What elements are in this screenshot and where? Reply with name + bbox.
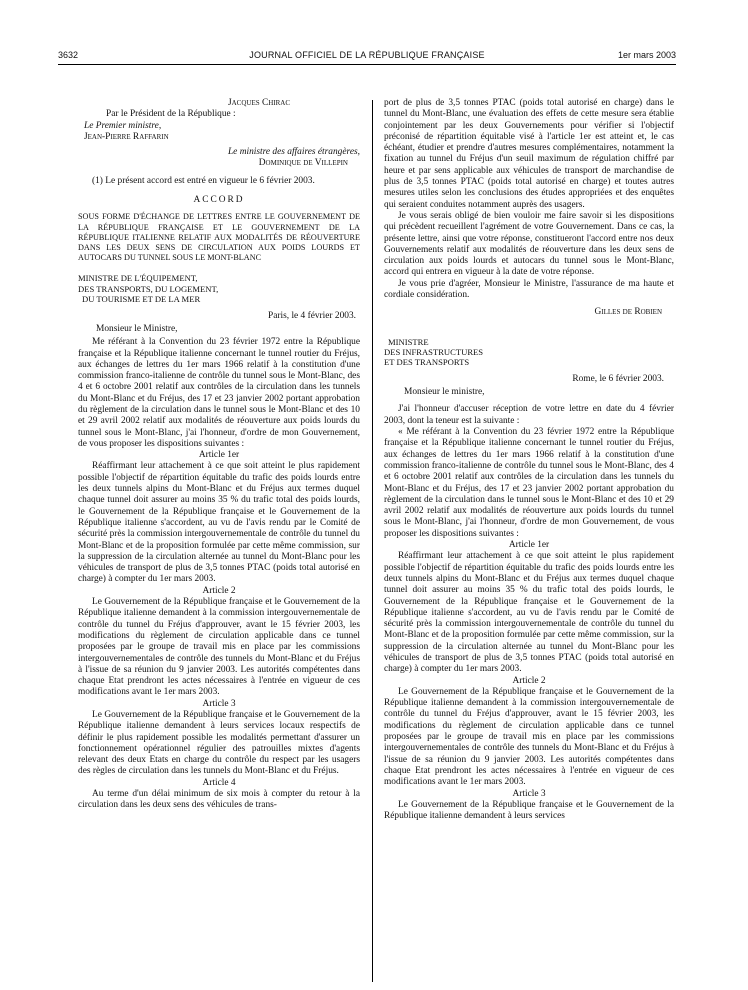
- ministry-line-1: MINISTRE DE L'ÉQUIPEMENT,: [78, 273, 198, 284]
- signer-name: Jacques Chirac: [227, 98, 290, 108]
- quoted-article-1-text: Réaffirmant leur attachement à ce que soit atteint le plus rapidement possible l'objectif de répartition équitable du trafic des poids lourds entre les deux tunnels alpins du Mont-Blanc et du Fréjus aux termes duquel chaque tunnel doit assurer au moins 35 % du trafic total des poids lourds, le Gouvernement de la République française et le Gouvernement de la République italienne s'accordent, au vu de l'avis rendu par le Comité de sécurité près la commission intergouvernementale de contrôle du tunnel du Mont-Blanc et de la proposition formulée par cette même commission, sur la suppression de la circulation alternée au tunnel du Mont-Blanc pour les véhicules de transport de plus de 3,5 tonnes PTAC (poids total autorisé en charge) à compter du 1er mars 2003.: [384, 551, 674, 675]
- par-le-president: Par le Président de la République :: [106, 109, 236, 120]
- pm-name: Jean-Pierre Raffarin: [84, 131, 169, 142]
- article-1-text: Réaffirmant leur attachement à ce que soit atteint le plus rapidement possible l'objectif de répartition équitable du trafic des poids lourds entre les deux tunnels alpins du Mont-Blanc et du Fréjus aux termes duquel chaque tunnel doit assurer au moins 35 % du trafic total des poids lourds, le Gouvernement de la République française et le Gouvernement de la République italienne s'accordent, au vu de l'avis rendu par le Comité de sécurité près la commission intergouvernementale de contrôle du tunnel du Mont-Blanc et de la proposition formulée par cette même commission, sur la suppression de la circulation alternée au tunnel du Mont-Blanc pour les véhicules de transport de plus de 3,5 tonnes PTAC (poids total autorisé en charge) à compter du 1er mars 2003.: [78, 461, 360, 585]
- article-3-text: Le Gouvernement de la République française et le Gouvernement de la République italienne demandent à leurs services locaux respectifs de définir le plus rapidement possible les modalités permettant d'assurer un fonctionnement opérationnel régulier des patrouilles mixtes d'agents relevant des deux Etats en charge du contrôle du respect par les usagers des règles de circulation dans les tunnels du Mont-Blanc et du Fréjus.: [78, 710, 360, 777]
- ministry-it-line-1: MINISTRE: [388, 336, 429, 347]
- left-column: [78, 98, 360, 812]
- closing-paragraph: Je vous prie d'agréer, Monsieur le Ministre, l'assurance de ma haute et cordiale considération.: [384, 278, 674, 301]
- mae-name: Dominique de Villepin: [258, 158, 348, 169]
- quoted-article-3-text: Le Gouvernement de la République française et le Gouvernement de la République italienne demandent à leurs services: [384, 799, 674, 822]
- acknowledgement: J'ai l'honneur d'accuser réception de votre lettre en date du 4 février 2003, dont la teneur est la suivante :: [384, 404, 674, 426]
- article-4-title: Article 4: [202, 777, 236, 788]
- accord-subtitle: SOUS FORME D'ÉCHANGE DE LETTRES ENTRE LE GOUVERNEMENT DE LA RÉPUBLIQUE FRANÇAISE ET LE GOUVERNEMENT DE LA RÉPUBLIQUE ITALIENNE RELATIF AUX MODALITÉS DE RÉOUVERTURE DANS LES DEUX SENS DE CIRCULATION AUX POIDS LOURDS ET AUTOCARS DU TUNNEL SOUS LE MONT-BLANC: [78, 212, 360, 263]
- article-1-title: Article 1er: [198, 450, 240, 461]
- continued-text: port de plus de 3,5 tonnes PTAC (poids total autorisé en charge) dans le tunnel du Mont-Blanc, une évaluation des effets de cette mesure sera établie conjointement par les deux Gouvernements pour vérifier si l'objectif préconisé de répartition équitable visé à l'article 1er est atteint et, le cas échéant, étudier et prendre d'autres mesures complémentaires, notamment la fixation au tunnel du Fréjus d'un seuil maximum de régulation chiffré par heure et par sens applicable aux véhicules de transport de marchandise de plus de 3,5 tonnes PTAC (poids total autorisé en charge) et toutes autres mesures utiles selon les conclusions des études appropriées et des enquêtes qui seraient conduites notamment auprès des usagers.: [384, 98, 674, 210]
- ministry-line-2: DES TRANSPORTS, DU LOGEMENT,: [78, 283, 219, 294]
- signer-robien: Gilles de Robien: [594, 307, 662, 318]
- mae-title: Le ministre des affaires étrangères,: [227, 147, 360, 158]
- salutation: Monsieur le Ministre,: [96, 323, 178, 334]
- column-divider: [372, 100, 373, 982]
- rome-place-date: Rome, le 6 février 2003.: [572, 373, 664, 384]
- article-3-title: Article 3: [202, 698, 236, 709]
- ministry-it-line-2: DES INFRASTRUCTURES: [384, 347, 484, 358]
- rome-salutation: Monsieur le ministre,: [404, 387, 485, 398]
- quoted-article-3-title: Article 3: [512, 788, 546, 799]
- ministry-line-3: DU TOURISME ET DE LA MER: [82, 294, 201, 305]
- accord-title: ACCORD: [193, 195, 245, 206]
- quoted-intro: « Me référant à la Convention du 23 février 1972 entre la République française et la République italienne concernant le tunnel routier du Fréjus, aux échanges de lettres du 1er mars 1966 relatif à la constitution d'une commission franco-italienne de contrôle du tunnel sous le Mont-Blanc, des 4 et 6 octobre 2001 relatif aux contrôles de la circulation dans les tunnels du Mont-Blanc et du Fréjus, des 17 et 23 janvier 2002 portant approbation du règlement de la circulation dans le tunnel sous le Mont-Blanc et des 10 et 29 avril 2002 relatif aux modalités de réouverture aux poids lourds du tunnel sous le Mont-Blanc, j'ai l'honneur, d'ordre de mon Gouvernement, de vous proposer les dispositions suivantes :: [384, 427, 674, 539]
- article-2-text: Le Gouvernement de la République française et le Gouvernement de la République italienne demandent à la commission intergouvernementale de contrôle du tunnel du Fréjus d'approuver, avant le 15 février 2003, les modifications du règlement de circulation applicable dans ce tunnel proposées par le groupe de travail mis en place par les commissions intergouvernementales de contrôle des tunnels du Mont-Blanc et du Fréjus à l'issue de sa réunion du 9 janvier 2003. Les autorités compétentes dans chaque Etat prendront les actes nécessaires à l'entrée en vigueur de ces modifications avant le 1er mars 2003.: [78, 597, 360, 698]
- journal-title: JOURNAL OFFICIEL DE LA RÉPUBLIQUE FRANÇAISE: [249, 50, 485, 60]
- page-number: 3632: [58, 50, 79, 60]
- article-4-text: Au terme d'un délai minimum de six mois à compter du retour à la circulation dans les deux sens des véhicules de trans-: [78, 789, 360, 811]
- footnote: (1) Le présent accord est entré en vigueur le 6 février 2003.: [92, 175, 315, 186]
- pm-title: Le Premier ministre,: [84, 120, 162, 131]
- issue-date: 1er mars 2003: [617, 50, 676, 60]
- place-date: Paris, le 4 février 2003.: [268, 310, 356, 321]
- right-column: [384, 98, 674, 822]
- approval-paragraph: Je vous serais obligé de bien vouloir me faire savoir si les dispositions qui précèdent recueillent l'agrément de votre Gouvernement. Dans ce cas, la présente lettre, ainsi que votre réponse, constitueront l'accord entre nos deux Gouvernements relatif aux modalités de réouverture dans les deux sens de circulation aux poids lourds et autocars du tunnel sous le Mont-Blanc, accord qui entrera en vigueur à la date de votre réponse.: [384, 210, 674, 278]
- quoted-article-2-text: Le Gouvernement de la République française et le Gouvernement de la République italienne demandent à la commission intergouvernementale de contrôle du tunnel du Fréjus d'approuver, avant le 15 février 2003, les modifications du règlement de circulation applicable dans ce tunnel proposées par le groupe de travail mis en place par les commissions intergouvernementales de contrôle des tunnels du Mont-Blanc et du Fréjus à l'issue de sa réunion du 9 janvier 2003. Les autorités compétentes dans chaque Etat prendront les actes nécessaires à l'entrée en vigueur de ces modifications avant le 1er mars 2003.: [384, 686, 674, 788]
- ministry-it-line-3: ET DES TRANSPORTS: [384, 357, 470, 368]
- quoted-article-2-title: Article 2: [512, 675, 546, 686]
- header-rule: [58, 64, 676, 65]
- article-2-title: Article 2: [202, 585, 236, 596]
- intro-paragraph: Me référant à la Convention du 23 février 1972 entre la République française et la République italienne concernant le tunnel routier du Fréjus, aux échanges de lettres du 1er mars 1966 relatif à la constitution d'une commission franco-italienne de contrôle du tunnel sous le Mont-Blanc, des 4 et 6 octobre 2001 relatif aux contrôles de la circulation dans les tunnels du Mont-Blanc et du Fréjus, des 17 et 23 janvier 2002 portant approbation du règlement de la circulation dans le tunnel sous le Mont-Blanc et des 10 et 29 avril 2002 relatif aux modalités de réouverture aux poids lourds du tunnel sous le Mont-Blanc, j'ai l'honneur, d'ordre de mon Gouvernement, de vous proposer les dispositions suivantes :: [78, 337, 360, 449]
- page-header: [58, 50, 676, 64]
- quoted-article-1-title: Article 1er: [508, 540, 550, 551]
